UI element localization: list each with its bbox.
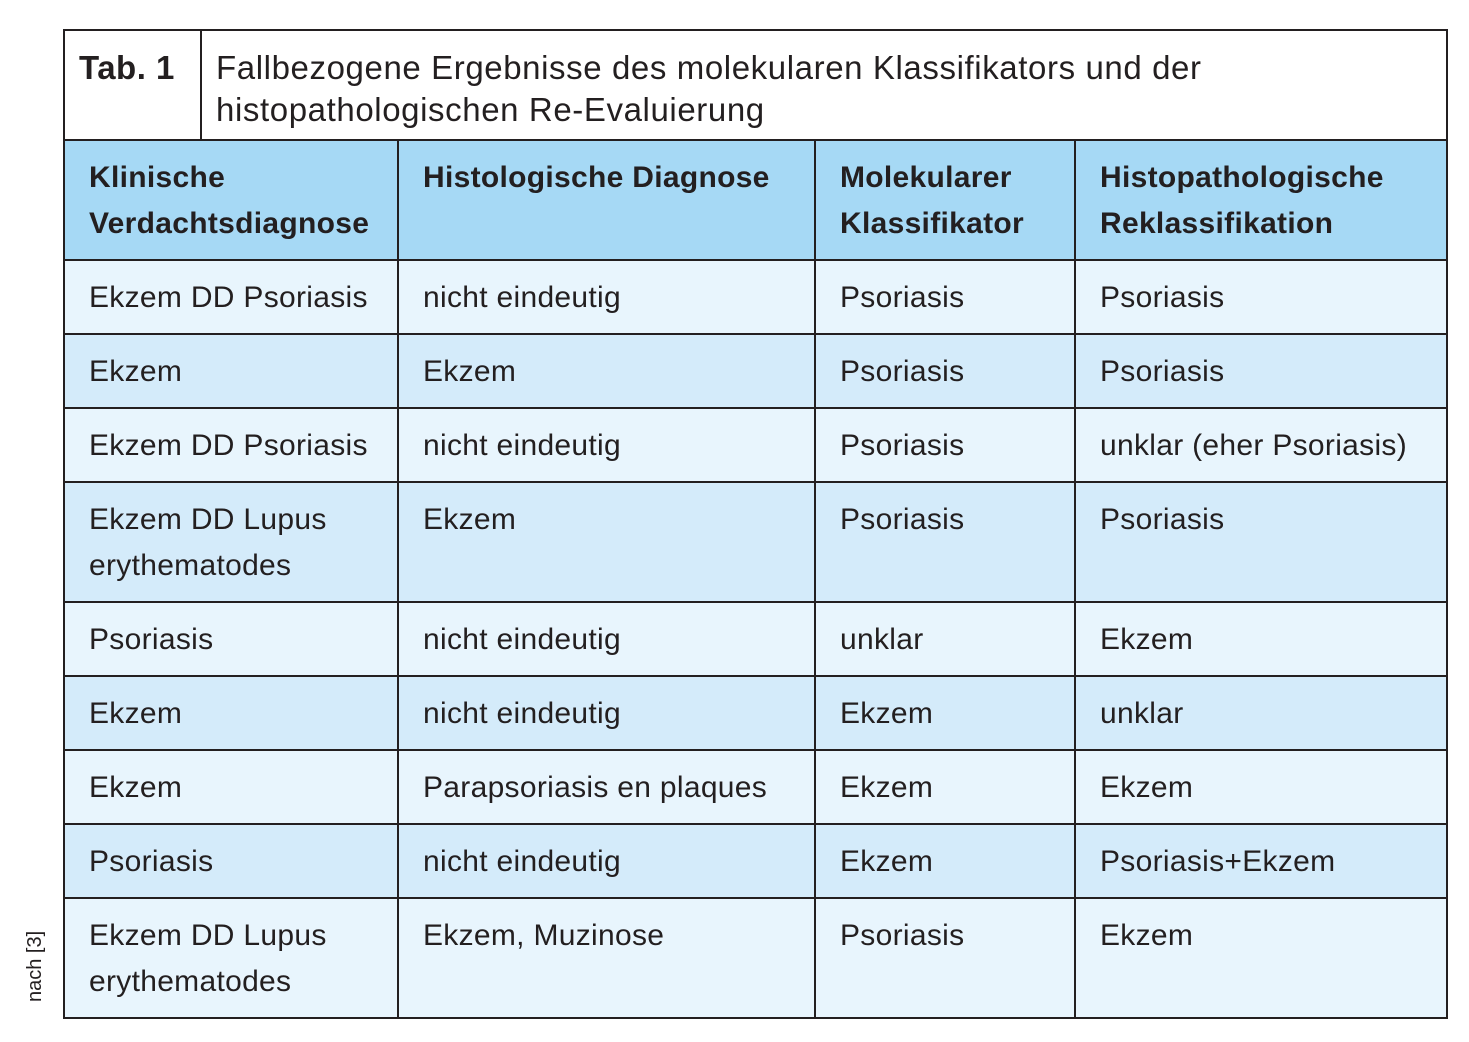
header-histopathological-reclassification: Histopathologische Reklassifikation — [1075, 141, 1446, 260]
table-row — [65, 602, 1446, 676]
cell-clinical: Ekzem — [65, 750, 398, 824]
cell-reclassification: Ekzem — [1075, 750, 1446, 824]
header-row — [65, 141, 1446, 260]
cell-reclassification: Ekzem — [1075, 602, 1446, 676]
table-number-label: Tab. 1 — [65, 31, 202, 139]
cell-reclassification: unklar — [1075, 676, 1446, 750]
cell-histological: nicht eindeutig — [398, 260, 815, 334]
table-row — [65, 482, 1446, 602]
cell-molecular: Ekzem — [815, 676, 1075, 750]
cell-reclassification: Ekzem — [1075, 898, 1446, 1017]
cell-histological: nicht eindeutig — [398, 824, 815, 898]
cell-molecular: Psoriasis — [815, 898, 1075, 1017]
cell-histological: Ekzem, Muzinose — [398, 898, 815, 1017]
cell-molecular: Psoriasis — [815, 334, 1075, 408]
cell-clinical: Ekzem DD Psoriasis — [65, 260, 398, 334]
cell-molecular: Ekzem — [815, 824, 1075, 898]
source-note: nach [3] — [24, 930, 46, 1002]
cell-reclassification: Psoriasis — [1075, 334, 1446, 408]
header-histological-diagnosis: Histologische Diagnose — [398, 141, 815, 260]
cell-clinical: Ekzem DD Lupus erythematodes — [65, 482, 398, 602]
header-molecular-classifier: Molekularer Klassifikator — [815, 141, 1075, 260]
table-row — [65, 260, 1446, 334]
cell-molecular: Psoriasis — [815, 408, 1075, 482]
cell-clinical: Ekzem DD Lupus erythematodes — [65, 898, 398, 1017]
cell-molecular: unklar — [815, 602, 1075, 676]
cell-reclassification: unklar (eher Psoriasis) — [1075, 408, 1446, 482]
cell-molecular: Ekzem — [815, 750, 1075, 824]
cell-clinical: Psoriasis — [65, 824, 398, 898]
results-table-container — [63, 29, 1448, 1019]
cell-clinical: Psoriasis — [65, 602, 398, 676]
cell-histological: nicht eindeutig — [398, 676, 815, 750]
table-row — [65, 824, 1446, 898]
table-row — [65, 676, 1446, 750]
table-row — [65, 898, 1446, 1017]
header-clinical-diagnosis: Klinische Verdachtsdiagnose — [65, 141, 398, 260]
cell-molecular: Psoriasis — [815, 482, 1075, 602]
cell-histological: nicht eindeutig — [398, 408, 815, 482]
cell-clinical: Ekzem — [65, 334, 398, 408]
cell-histological: Ekzem — [398, 334, 815, 408]
results-table — [65, 141, 1446, 1017]
table-title: Fallbezogene Ergebnisse des molekularen Klassifikators und der histopathologischen Re-Evaluierung — [216, 49, 1202, 128]
table-caption — [65, 31, 1446, 141]
cell-histological: Ekzem — [398, 482, 815, 602]
table-row — [65, 408, 1446, 482]
cell-histological: nicht eindeutig — [398, 602, 815, 676]
cell-histological: Parapsoriasis en plaques — [398, 750, 815, 824]
cell-reclassification: Psoriasis — [1075, 482, 1446, 602]
cell-clinical: Ekzem DD Psoriasis — [65, 408, 398, 482]
table-row — [65, 750, 1446, 824]
cell-molecular: Psoriasis — [815, 260, 1075, 334]
cell-reclassification: Psoriasis+Ekzem — [1075, 824, 1446, 898]
cell-clinical: Ekzem — [65, 676, 398, 750]
table-row — [65, 334, 1446, 408]
cell-reclassification: Psoriasis — [1075, 260, 1446, 334]
